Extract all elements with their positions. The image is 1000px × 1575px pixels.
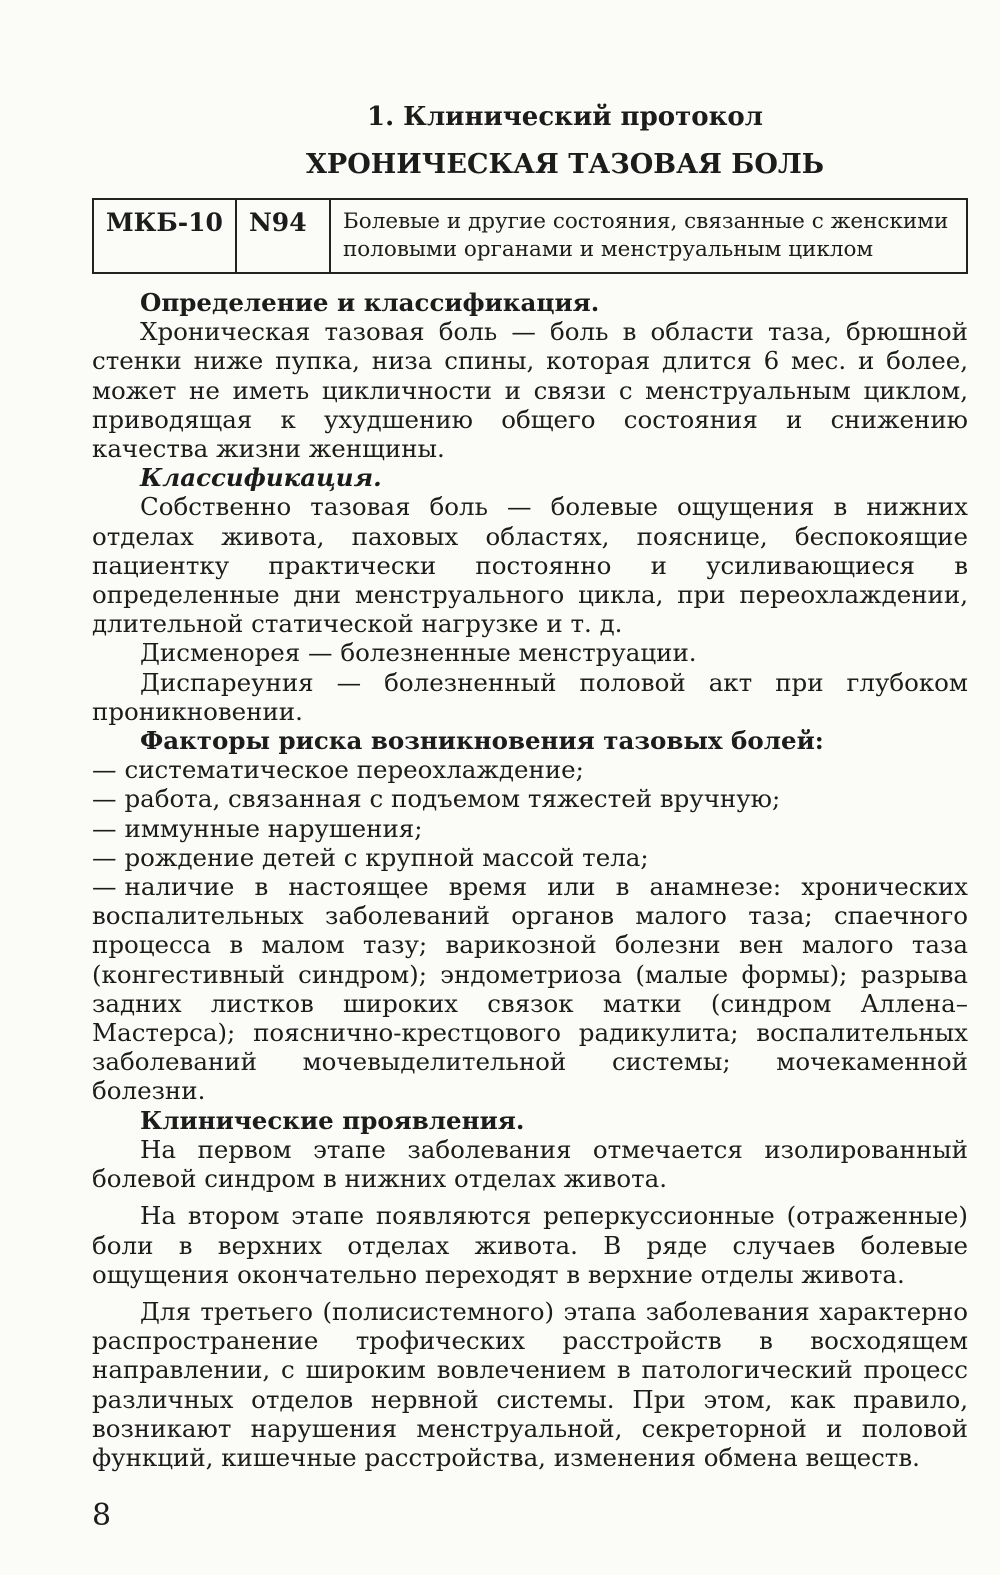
list-item (92, 872, 968, 1106)
list-item (92, 784, 968, 813)
clinical-paragraph: На втором этапе появляются реперкуссионные (отраженные) боли в верхних отделах живота. В ряде случаев болевые ощущения окончательно переходят в верхние отделы живота. (92, 1201, 968, 1289)
list-item (92, 843, 968, 872)
dash-marker: — (92, 872, 117, 902)
risk-factor-text: наличие в настоящее время или в анамнезе: хронических воспалительных заболеваний органов малого таза; спаечного процесса в малом тазу; варикозной болезни вен малого таза (конгестивный синдром); эндометриоза (малые формы); разрыва задних листков широких связок матки (синдром Аллена–Мастерса); пояснично-крестцового радикулита; воспалительных заболеваний мочевыделительной системы; мочекаменной болезни. (92, 872, 968, 1106)
dash-marker: — (92, 842, 117, 872)
classification-item: Собственно тазовая боль — болевые ощущения в нижних отделах живота, паховых областях, пояснице, беспокоящие пациентку практически постоянно и усиливающиеся в определенные дни менструального цикла, при переохлаждении, длительной статической нагрузке и т. д. (92, 492, 968, 639)
risk-factors-list (92, 755, 968, 1105)
classification-heading: Классификация. (140, 463, 382, 493)
icd-code-table (92, 198, 968, 274)
clinical-heading: Клинические проявления. (140, 1105, 525, 1135)
risk-factor-text: иммунные нарушения; (124, 813, 423, 843)
protocol-heading: 1. Клинический протокол (366, 102, 764, 132)
risk-factor-text: работа, связанная с подъемом тяжестей вручную; (124, 784, 781, 814)
risk-factor-text: рождение детей с крупной массой тела; (124, 842, 649, 872)
icd-row (93, 199, 967, 273)
icd-description-cell: Болевые и другие состояния, связанные с женскими половыми органами и менструальным циклом (330, 199, 967, 273)
clinical-paragraph: Для третьего (полисистемного) этапа заболевания характерно распространение трофических расстройств в восходящем направлении, с широким вовлечением в патологический процесс различных отделов нервной системы. При этом, как правило, возникают нарушения менструальной, секреторной и половой функций, кишечные расстройства, изменения обмена веществ. (92, 1296, 968, 1472)
page-content (92, 100, 968, 1472)
clinical-paragraph: На первом этапе заболевания отмечается изолированный болевой синдром в нижних отделах живота. (92, 1134, 968, 1194)
risk-factor-text: систематическое переохлаждение; (124, 755, 584, 785)
document-title: ХРОНИЧЕСКАЯ ТАЗОВАЯ БОЛЬ (305, 149, 825, 180)
list-item (92, 755, 968, 784)
icd-code-cell: N94 (236, 199, 330, 273)
definition-heading: Определение и классификация. (140, 288, 600, 317)
classification-item: Диспареуния — болезненный половой акт при глубоком проникновении. (92, 667, 968, 726)
icd-label-cell: МКБ-10 (93, 199, 236, 273)
page-number: 8 (92, 1498, 112, 1533)
definition-paragraph: Хроническая тазовая боль — боль в области таза, брюшной стенки ниже пупка, низа спины, которая длится 6 мес. и более, может не иметь цикличности и связи с менструальным циклом, приводящая к ухудшению общего состояния и снижению качества жизни женщины. (92, 317, 968, 464)
classification-item: Дисменорея — болезненные менструации. (140, 638, 697, 668)
dash-marker: — (92, 755, 117, 785)
risk-factors-heading: Факторы риска возникновения тазовых болей: (140, 726, 824, 756)
list-item (92, 814, 968, 843)
dash-marker: — (92, 784, 117, 814)
dash-marker: — (92, 813, 117, 843)
